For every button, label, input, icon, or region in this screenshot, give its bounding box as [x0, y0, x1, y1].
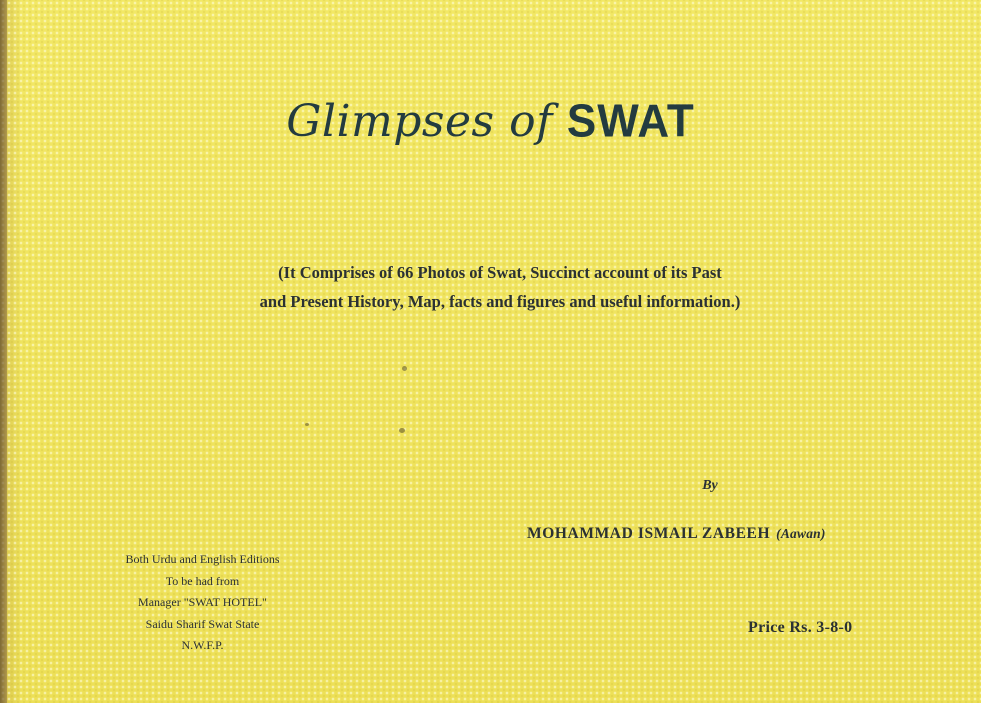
ink-speck	[399, 428, 405, 433]
description-line-2: and Present History, Map, facts and figures and useful information.)	[259, 292, 741, 311]
title-bold-text: SWAT	[566, 95, 695, 148]
price-label: Price Rs. 3-8-0	[748, 619, 853, 636]
author-line	[527, 525, 826, 543]
author-clan: (Aawan)	[776, 526, 826, 541]
availability-line: Manager "SWAT HOTEL"	[138, 595, 267, 609]
by-label: By	[702, 478, 718, 493]
availability-line: Saidu Sharif Swat State	[145, 616, 260, 631]
cover-title	[0, 96, 981, 147]
ink-speck	[402, 366, 407, 371]
availability-line: To be had from	[165, 573, 240, 588]
ink-speck	[305, 423, 309, 426]
availability-line: N.W.F.P.	[181, 638, 224, 652]
availability-notice	[90, 549, 315, 657]
author-name: MOHAMMAD ISMAIL ZABEEH	[527, 525, 771, 542]
description-line-1: (It Comprises of 66 Photos of Swat, Succinct account of its Past	[278, 263, 722, 282]
cover-description	[140, 258, 860, 316]
availability-line: Both Urdu and English Editions	[125, 552, 280, 566]
title-script-text: Glimpses of	[286, 96, 553, 147]
